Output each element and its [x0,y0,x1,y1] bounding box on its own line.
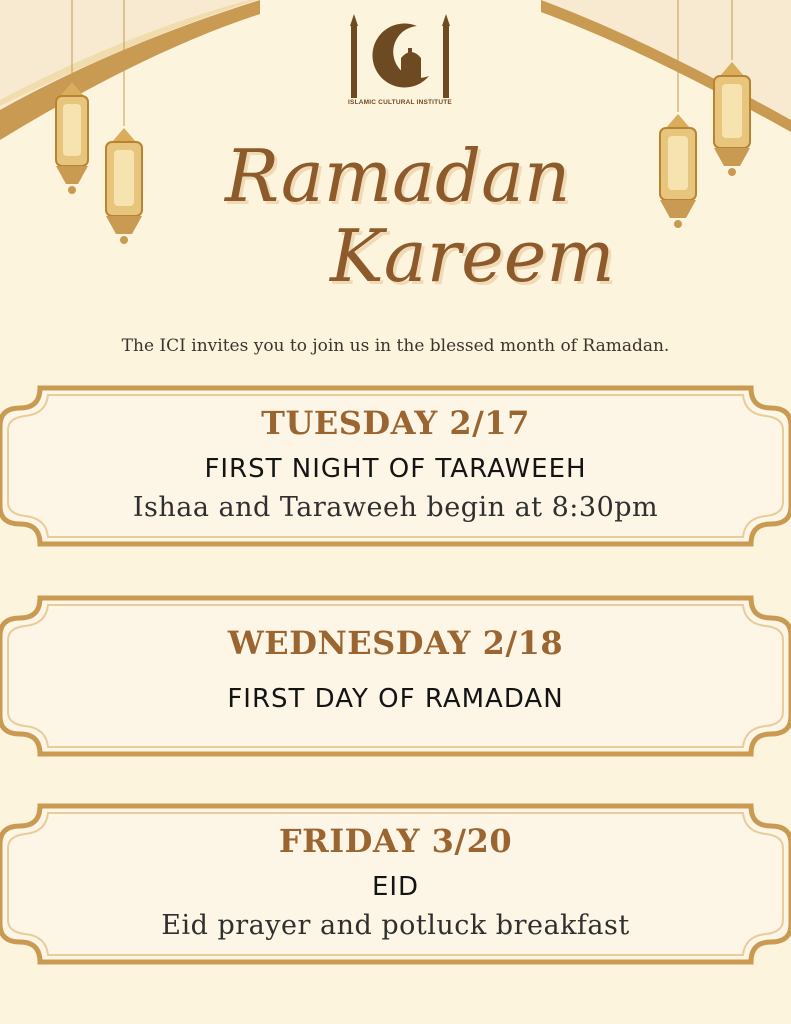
lanterns-right [640,0,790,240]
intro-text: The ICI invites you to join us in the blessed month of Ramadan. [121,336,670,356]
ornate-frame [0,590,791,762]
lantern-icon [714,62,750,176]
event-date: FRIDAY 3/20 [278,822,513,860]
title-kareem: Kareem [330,214,615,298]
event-card [0,590,791,762]
title-ramadan: Ramadan [225,134,571,218]
lantern-icon [56,82,88,194]
event-heading: FIRST NIGHT OF TARAWEEH [204,454,587,484]
lantern-icon [106,128,142,244]
event-date: WEDNESDAY 2/18 [227,624,564,662]
event-date: TUESDAY 2/17 [261,404,530,442]
event-detail: Eid prayer and potluck breakfast [161,910,630,941]
lantern-icon [660,114,696,228]
event-detail: Ishaa and Taraweeh begin at 8:30pm [132,492,659,523]
event-heading: FIRST DAY OF RAMADAN [227,684,564,714]
mosque-crescent-logo [345,12,455,112]
event-heading: EID [371,872,420,902]
lanterns-left [40,0,200,250]
logo-caption: ISLAMIC CULTURAL INSTITUTE [348,99,452,106]
event-card [0,798,791,970]
event-card [0,380,791,552]
